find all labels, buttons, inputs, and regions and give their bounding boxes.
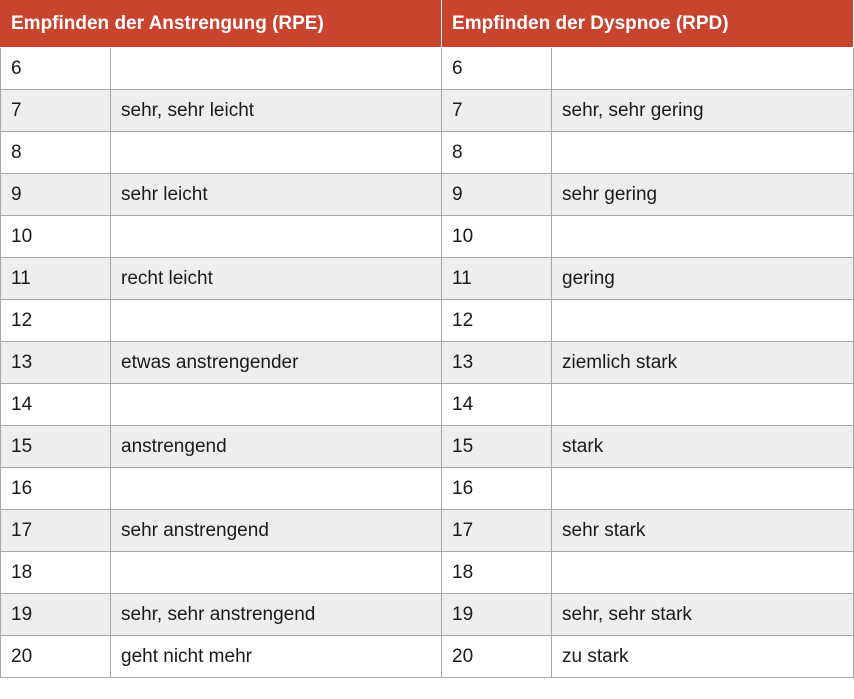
rpd-label-cell: sehr, sehr stark (552, 594, 854, 636)
rpe-label-cell: sehr leicht (111, 174, 442, 216)
rpe-label-cell: etwas anstrengender (111, 342, 442, 384)
rpd-label-cell (552, 48, 854, 90)
rpd-value-cell: 18 (442, 552, 552, 594)
rpd-column-header: Empfinden der Dyspnoe (RPD) (442, 0, 854, 48)
rpe-label-cell (111, 300, 442, 342)
rpd-label-cell (552, 552, 854, 594)
rpd-label-cell: zu stark (552, 636, 854, 678)
rpe-label-cell (111, 132, 442, 174)
table-row (1, 216, 854, 258)
rpd-value-cell: 16 (442, 468, 552, 510)
table-row (1, 48, 854, 90)
rpe-value-cell: 12 (1, 300, 111, 342)
rpe-label-cell (111, 468, 442, 510)
rpe-value-cell: 14 (1, 384, 111, 426)
rpe-value-cell: 6 (1, 48, 111, 90)
rpd-value-cell: 8 (442, 132, 552, 174)
rpe-label-cell: sehr, sehr leicht (111, 90, 442, 132)
table-row (1, 90, 854, 132)
table-row (1, 300, 854, 342)
rpe-label-cell (111, 552, 442, 594)
rpe-label-cell: anstrengend (111, 426, 442, 468)
rpe-value-cell: 11 (1, 258, 111, 300)
rpd-value-cell: 9 (442, 174, 552, 216)
rpd-value-cell: 19 (442, 594, 552, 636)
table-row (1, 174, 854, 216)
table-body (1, 48, 854, 678)
table-row (1, 510, 854, 552)
rpd-label-cell: ziemlich stark (552, 342, 854, 384)
table-row (1, 552, 854, 594)
rpe-value-cell: 16 (1, 468, 111, 510)
table-row (1, 384, 854, 426)
rpd-label-cell (552, 384, 854, 426)
rpe-value-cell: 9 (1, 174, 111, 216)
rpd-label-cell: stark (552, 426, 854, 468)
rpd-label-cell (552, 300, 854, 342)
rpd-value-cell: 7 (442, 90, 552, 132)
table-row (1, 426, 854, 468)
rpe-value-cell: 17 (1, 510, 111, 552)
rpe-value-cell: 19 (1, 594, 111, 636)
rpd-value-cell: 20 (442, 636, 552, 678)
rpd-label-cell: gering (552, 258, 854, 300)
table-row (1, 594, 854, 636)
rpd-value-cell: 12 (442, 300, 552, 342)
rpe-label-cell (111, 216, 442, 258)
table-row (1, 468, 854, 510)
rpe-value-cell: 20 (1, 636, 111, 678)
rpd-label-cell (552, 468, 854, 510)
rpe-label-cell: geht nicht mehr (111, 636, 442, 678)
rpd-value-cell: 10 (442, 216, 552, 258)
rpe-value-cell: 8 (1, 132, 111, 174)
rpd-label-cell: sehr stark (552, 510, 854, 552)
rpe-column-header: Empfinden der Anstrengung (RPE) (1, 0, 442, 48)
rpd-label-cell (552, 132, 854, 174)
rpd-value-cell: 15 (442, 426, 552, 468)
rpd-value-cell: 11 (442, 258, 552, 300)
rpd-value-cell: 17 (442, 510, 552, 552)
table-row (1, 132, 854, 174)
rpd-value-cell: 14 (442, 384, 552, 426)
rpe-value-cell: 10 (1, 216, 111, 258)
rpe-label-cell: sehr, sehr anstrengend (111, 594, 442, 636)
rpe-label-cell: recht leicht (111, 258, 442, 300)
rpd-label-cell: sehr gering (552, 174, 854, 216)
table-row (1, 258, 854, 300)
rpd-value-cell: 13 (442, 342, 552, 384)
rpe-value-cell: 7 (1, 90, 111, 132)
table-header-row (1, 0, 854, 48)
rpd-value-cell: 6 (442, 48, 552, 90)
rpd-label-cell: sehr, sehr gering (552, 90, 854, 132)
rpe-label-cell (111, 48, 442, 90)
rpe-label-cell (111, 384, 442, 426)
rpe-value-cell: 15 (1, 426, 111, 468)
rpd-label-cell (552, 216, 854, 258)
rpe-value-cell: 13 (1, 342, 111, 384)
rpe-value-cell: 18 (1, 552, 111, 594)
rpe-label-cell: sehr anstrengend (111, 510, 442, 552)
table-row (1, 342, 854, 384)
table-row (1, 636, 854, 678)
